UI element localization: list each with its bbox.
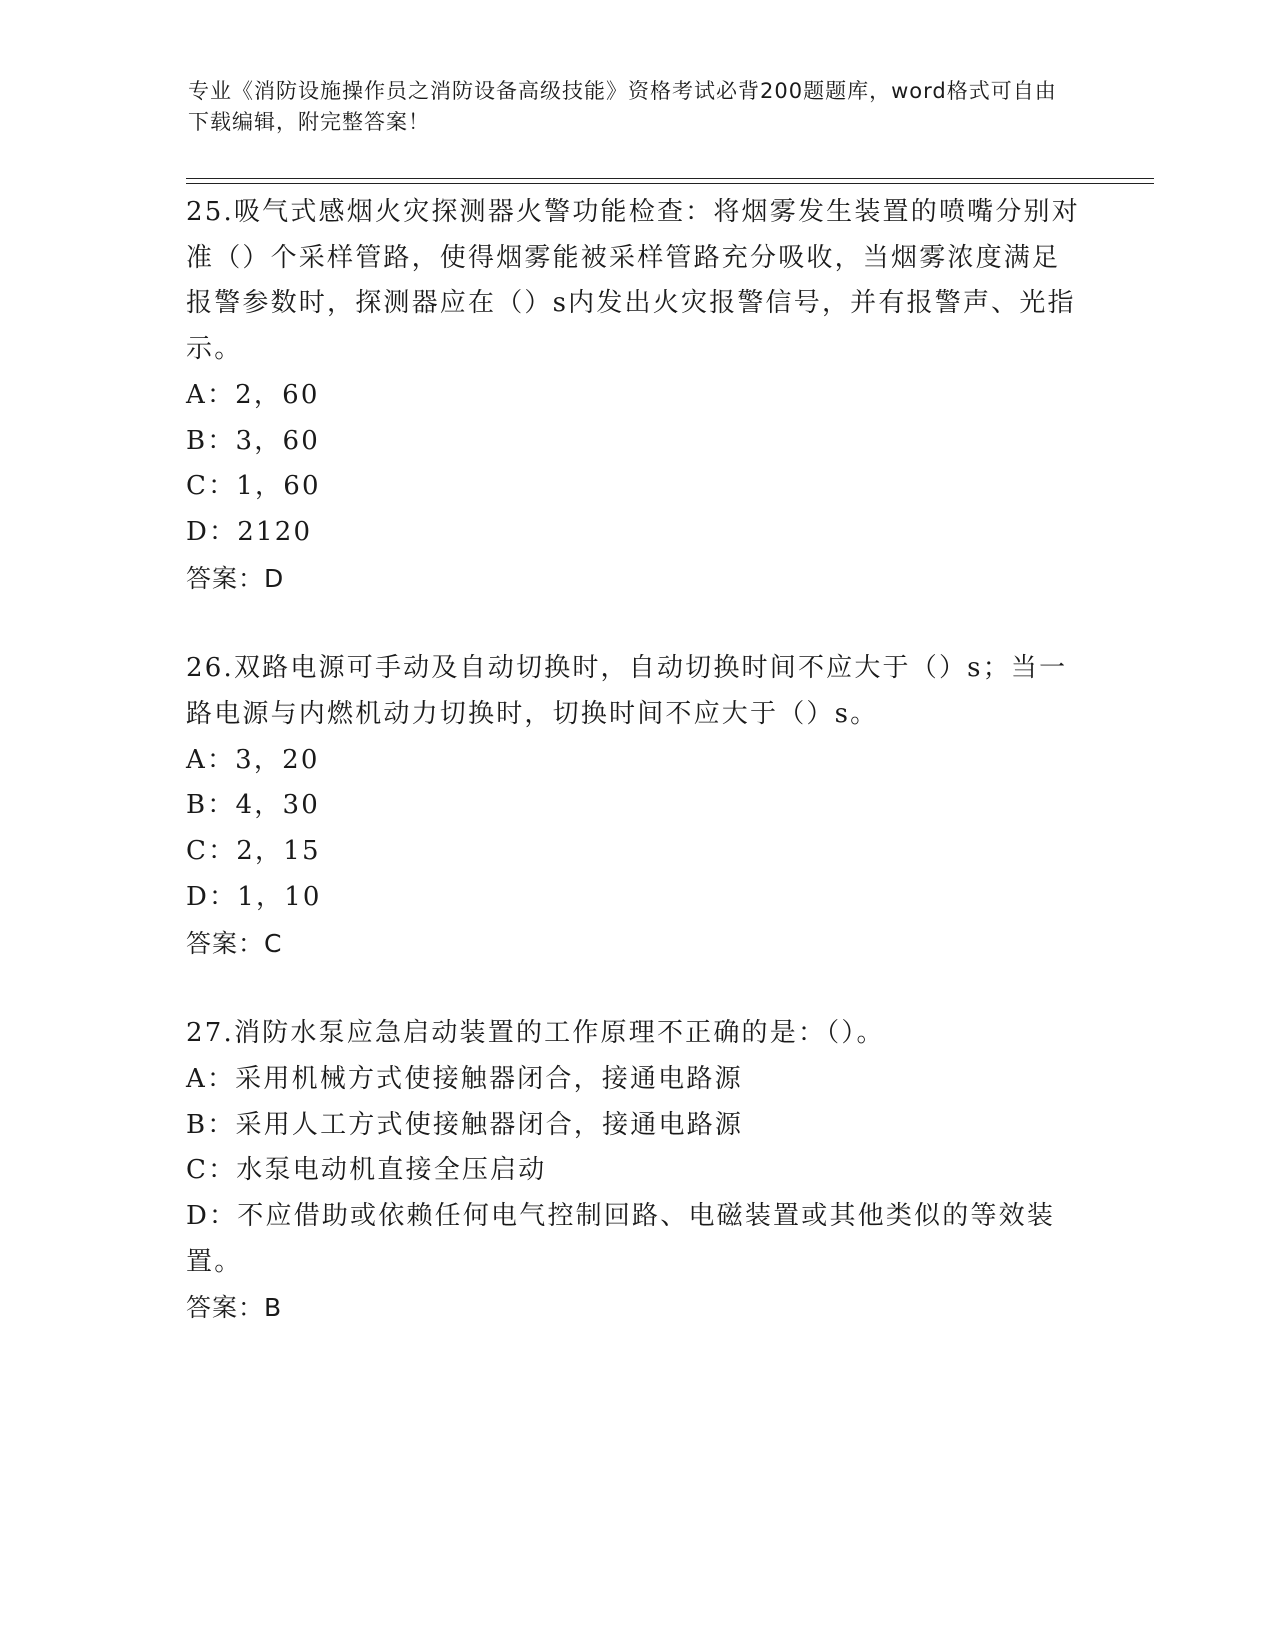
option-b: B：3，60 (186, 425, 320, 456)
question-26 (186, 646, 1086, 966)
question-spacer (186, 601, 1086, 646)
option-b: B：4，30 (186, 790, 320, 821)
answer-label: 答案：B (186, 1293, 283, 1323)
document-intro: 专业《消防设施操作员之消防设备高级技能》资格考试必背200题题库，word格式可自由下载编辑，附完整答案！ (188, 79, 1057, 134)
option-b: B：采用人工方式使接触器闭合，接通电路源 (186, 1109, 744, 1140)
option-a: A：3，20 (186, 744, 320, 775)
question-27 (186, 1011, 1086, 1331)
option-d: D：2120 (186, 516, 313, 547)
question-spacer (186, 966, 1086, 1011)
option-d: D：1，10 (186, 881, 322, 912)
question-text: 27.消防水泵应急启动装置的工作原理不正确的是：（）。 (186, 1018, 885, 1049)
question-25 (186, 190, 1086, 601)
option-a: A：2，60 (186, 379, 320, 410)
question-list (186, 190, 1086, 1331)
option-a: A：采用机械方式使接触器闭合，接通电路源 (186, 1063, 743, 1094)
header-divider-bottom (186, 183, 1154, 184)
answer-label: 答案：C (186, 928, 283, 958)
question-text: 26.双路电源可手动及自动切换时，自动切换时间不应大于（）s；当一路电源与内燃机动力切换时，切换时间不应大于（）s。 (186, 653, 1068, 730)
option-d: D：不应借助或依赖任何电气控制回路、电磁装置或其他类似的等效装置。 (186, 1201, 1056, 1277)
option-c: C：2，15 (186, 836, 321, 867)
option-c: C：水泵电动机直接全压启动 (186, 1155, 547, 1186)
header-divider-top (186, 178, 1154, 179)
option-c: C：1，60 (186, 471, 321, 502)
answer-label: 答案：D (186, 563, 285, 593)
question-text: 25.吸气式感烟火灾探测器火警功能检查：将烟雾发生装置的喷嘴分别对准（）个采样管路，使得烟雾能被采样管路充分吸收，当烟雾浓度满足报警参数时，探测器应在（）s内发出火灾报警信号，并有报警声、光指示。 (186, 197, 1080, 365)
